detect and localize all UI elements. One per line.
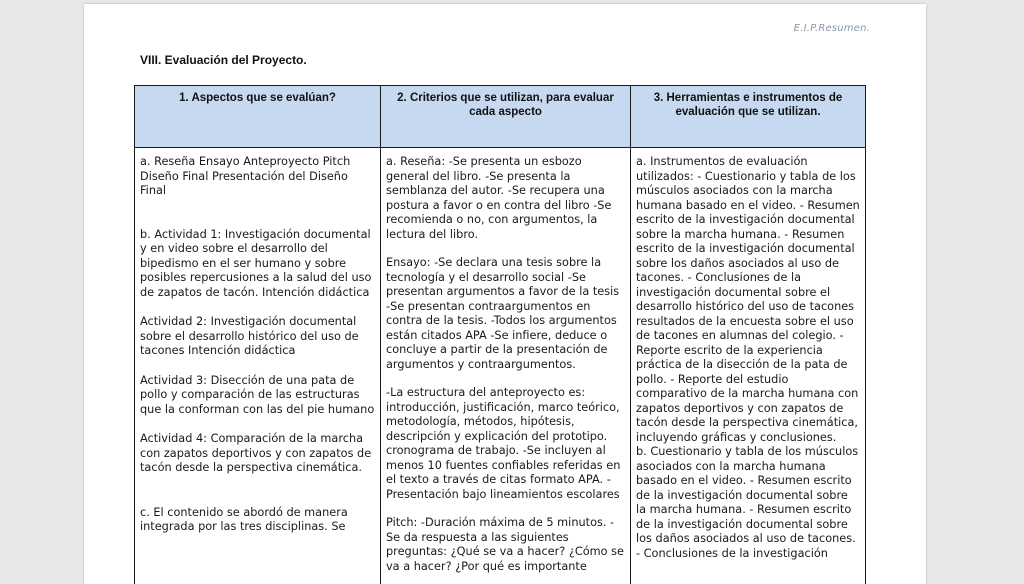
document-page — [84, 4, 926, 584]
header-aspects: 1. Aspectos que se evalúan? — [135, 86, 381, 148]
criteria-paragraph: Pitch: -Duración máxima de 5 minutos. -Se da respuesta a las siguientes preguntas: ¿Qué se va a hacer? ¿Cómo se va a hacer? ¿Por qué es importante — [386, 516, 625, 574]
tools-paragraph: a. Instrumentos de evaluación utilizados: - Cuestionario y tabla de los músculos asociados con la marcha humana basado en el video. - Resumen escrito de la investigación documental sobre la marcha humana. - Resumen escrito de la investigación documental sobre los daños asociados al uso de tacones. - Conclusiones de la investigación documental sobre el desarrollo histórico del uso de tacones resultados de la encuesta sobre el uso de tacones en alumnas del colegio. - Reporte escrito de la experiencia práctica de la disección de la pata de pollo. - Reporte del estudio comparativo de la marcha humana con zapatos deportivos y con zapatos de tacón desde la perspectiva cinemática, incluyendo gráficas y conclusiones. — [636, 155, 860, 445]
table-row — [135, 148, 866, 584]
criteria-paragraph: -La estructura del anteproyecto es: introducción, justificación, marco teórico, metodología, métodos, hipótesis, descripción y explicación del prototipo. cronograma de trabajo. -Se incluyen al menos 10 fuentes confiables referidas en el texto a través de citas formato APA. -Presentación bajo lineamientos escolares — [386, 386, 625, 502]
tools-paragraph: b. Cuestionario y tabla de los músculos asociados con la marcha humana basado en el video. - Resumen escrito de la investigación documental sobre la marcha humana. - Resumen escrito de la investigación documental sobre los daños asociados al uso de tacones. - Conclusiones de la investigación — [636, 445, 860, 561]
aspects-paragraph: c. El contenido se abordó de manera integrada por las tres disciplinas. Se — [140, 506, 375, 535]
criteria-paragraph: a. Reseña: -Se presenta un esbozo general del libro. -Se presenta la semblanza del autor. -Se recupera una postura a favor o en contra del libro -Se recomienda o no, con argumentos, la lectura del libro. — [386, 155, 625, 242]
section-title: VIII. Evaluación del Proyecto. — [140, 53, 307, 67]
header-tools: 3. Herramientas e instrumentos de evaluación que se utilizan. — [631, 86, 866, 148]
header-criteria: 2. Criterios que se utilizan, para evaluar cada aspecto — [381, 86, 631, 148]
aspects-paragraph: Actividad 3: Disección de una pata de pollo y comparación de las estructuras que la conforman con las del pie humano — [140, 374, 375, 418]
aspects-paragraph: Actividad 2: Investigación documental sobre el desarrollo histórico del uso de tacones Intención didáctica — [140, 315, 375, 359]
aspects-paragraph: a. Reseña Ensayo Anteproyecto Pitch Diseño Final Presentación del Diseño Final — [140, 155, 375, 199]
aspects-paragraph: Actividad 4: Comparación de la marcha con zapatos deportivos y con zapatos de tacón desde la perspectiva cinemática. — [140, 432, 375, 476]
cell-aspects — [135, 148, 381, 584]
evaluation-table — [134, 85, 866, 584]
table-header-row — [135, 86, 866, 148]
aspects-paragraph: b. Actividad 1: Investigación documental y en video sobre el desarrollo del bipedismo en el ser humano y sobre posibles repercusiones a la salud del uso de zapatos de tacón. Intención didáctica — [140, 228, 375, 301]
header-note: E.I.P.Resumen. — [794, 23, 870, 34]
cell-tools — [631, 148, 866, 584]
cell-criteria — [381, 148, 631, 584]
criteria-paragraph: Ensayo: -Se declara una tesis sobre la tecnología y el desarrollo social -Se presentan argumentos a favor de la tesis -Se presentan contraargumentos en contra de la tesis. -Todos los argumentos están citados APA -Se infiere, deduce o concluye a partir de la presentación de argumentos y contraargumentos. — [386, 256, 625, 372]
